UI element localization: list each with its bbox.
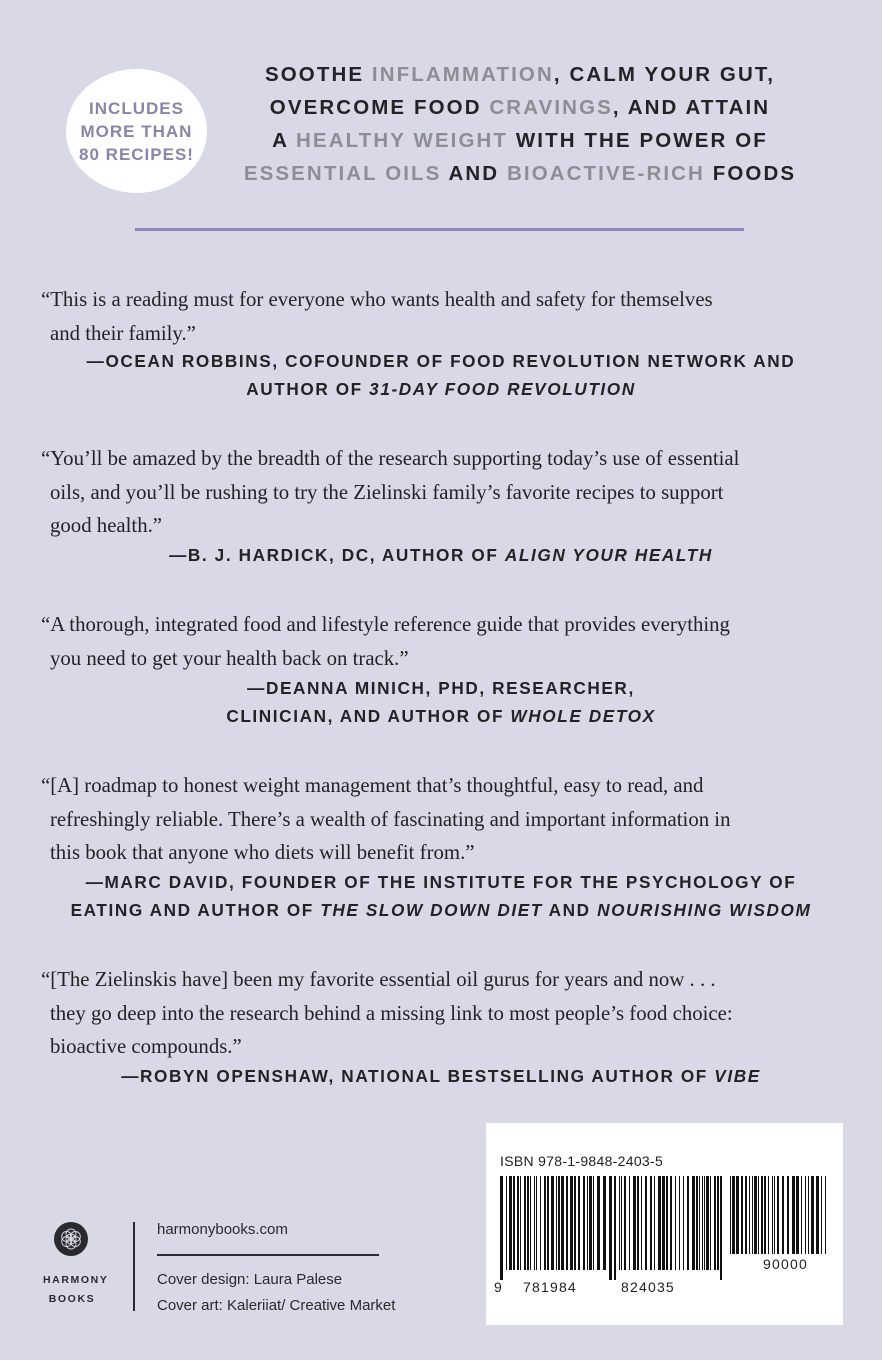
barcode-bar: [629, 1176, 630, 1270]
barcode-bar: [520, 1176, 521, 1270]
quote-line: “You’ll be amazed by the breadth of the research supporting today’s use of essential: [41, 447, 740, 470]
barcode-bar: [749, 1176, 750, 1254]
attribution-2: [30, 541, 852, 569]
barcode-bar: [772, 1176, 773, 1254]
barcode-bar: [619, 1176, 620, 1270]
barcode-bar: [706, 1176, 709, 1270]
headline-highlight: HEALTHY WEIGHT: [296, 129, 509, 152]
headline-line-1: [240, 58, 800, 91]
isbn-label: ISBN 978-1-9848-2403-5: [500, 1153, 664, 1169]
barcode-bar: [692, 1176, 695, 1270]
barcode-bar: [574, 1176, 576, 1270]
headline-text: , CALM YOUR GUT,: [553, 63, 776, 86]
headline-highlight: INFLAMMATION: [371, 63, 554, 86]
barcode-bar: [566, 1176, 568, 1270]
headline-text: OVERCOME FOOD: [269, 96, 490, 119]
barcode-bar: [702, 1176, 703, 1270]
barcode-bar: [603, 1176, 606, 1270]
quote-2: [41, 442, 841, 543]
quote-line: “[A] roadmap to honest weight management that’s thoughtful, easy to read, and: [41, 774, 704, 797]
publisher-horizontal-rule: [157, 1254, 379, 1256]
headline-text: , AND ATTAIN: [612, 96, 771, 119]
isbn-barcode: [500, 1176, 725, 1280]
barcode-bar: [654, 1176, 655, 1270]
barcode-bar: [758, 1176, 759, 1254]
headline-text: SOOTHE: [264, 63, 372, 86]
attribution-text: AUTHOR OF: [246, 379, 370, 399]
barcode-bar: [764, 1176, 766, 1254]
attribution-4: [30, 868, 852, 924]
barcode-bar: [645, 1176, 647, 1270]
attribution-line: [30, 702, 852, 730]
quote-line: they go deep into the research behind a missing link to most people’s food choice:: [50, 1001, 733, 1025]
barcode-bar: [741, 1176, 743, 1254]
barcode-bar: [544, 1176, 546, 1270]
attribution-line: [30, 541, 852, 569]
quote-line: oils, and you’ll be rushing to try the Zielinski family’s favorite recipes to support: [50, 480, 724, 504]
barcode-bar: [687, 1176, 689, 1270]
barcode-bar: [578, 1176, 580, 1270]
publisher-website: harmonybooks.com: [157, 1221, 288, 1238]
barcode-bar: [509, 1176, 512, 1270]
barcode-bar: [662, 1176, 665, 1270]
attribution-line: [30, 1062, 852, 1090]
quote-line: bioactive compounds.”: [50, 1035, 242, 1058]
barcode-bar: [641, 1176, 642, 1270]
barcode-bar: [517, 1176, 519, 1270]
headline-line-4: [240, 157, 800, 190]
book-title: 31-DAY FOOD REVOLUTION: [369, 379, 636, 399]
barcode-bar: [597, 1176, 600, 1270]
badge-line-3: 80 RECIPES!: [79, 144, 194, 164]
barcode-bar: [540, 1176, 541, 1270]
barcode-bar: [524, 1176, 526, 1270]
quote-5: [41, 963, 841, 1064]
barcode-bar: [720, 1176, 722, 1280]
barcode-bar: [825, 1176, 826, 1254]
barcode-bar: [736, 1176, 739, 1254]
barcode-bar: [551, 1176, 554, 1270]
attribution-text: AND: [542, 900, 598, 920]
cover-art-credit: Cover art: Kaleriiat/ Creative Market: [157, 1297, 396, 1314]
barcode-bar: [650, 1176, 652, 1270]
quote-3: [41, 608, 841, 675]
barcode-bar: [666, 1176, 668, 1270]
attribution-1: [30, 347, 852, 403]
barcode-bar: [570, 1176, 573, 1270]
barcode-bar: [561, 1176, 564, 1270]
barcode-bar: [768, 1176, 769, 1254]
barcode-bar: [704, 1176, 705, 1270]
barcode-digits-right: 824035: [621, 1279, 675, 1295]
barcode-bar: [614, 1176, 616, 1280]
barcode-bar: [513, 1176, 515, 1270]
quote-line: “[The Zielinskis have] been my favorite essential oil gurus for years and now . . .: [41, 968, 716, 991]
barcode-bar: [624, 1176, 626, 1270]
barcode-bar: [745, 1176, 747, 1254]
badge-line-2: MORE THAN: [80, 121, 193, 141]
barcode-bar: [500, 1176, 503, 1280]
headline: [240, 58, 800, 190]
barcode-digit-first: 9: [494, 1279, 503, 1295]
divider-rule: [135, 228, 744, 231]
barcode-bar: [811, 1176, 814, 1254]
barcode-bar: [556, 1176, 557, 1270]
barcode-bar: [670, 1176, 672, 1270]
barcode-bar: [761, 1176, 763, 1254]
barcode-bar: [714, 1176, 716, 1270]
barcode-digits-left: 781984: [523, 1279, 577, 1295]
barcode-bar: [534, 1176, 535, 1270]
headline-text: AND: [441, 162, 507, 185]
cover-design-credit: Cover design: Laura Palese: [157, 1271, 343, 1288]
quote-4: [41, 769, 841, 870]
barcode-bar: [583, 1176, 585, 1270]
barcode-bar: [679, 1176, 680, 1270]
barcode-bar: [801, 1176, 802, 1254]
quote-line: “A thorough, integrated food and lifestyle reference guide that provides everything: [41, 613, 730, 636]
attribution-line: —DEANNA MINICH, PHD, RESEARCHER,: [247, 678, 635, 698]
badge-line-1: INCLUDES: [89, 98, 184, 118]
attribution-line: —OCEAN ROBBINS, COFOUNDER OF FOOD REVOLUTION NETWORK AND: [86, 351, 796, 371]
headline-highlight: BIOACTIVE-RICH: [507, 162, 705, 185]
barcode-bar: [506, 1176, 507, 1270]
publisher-name-line-2: BOOKS: [48, 1293, 96, 1305]
book-title: ALIGN YOUR HEALTH: [504, 545, 713, 565]
barcode-bar: [808, 1176, 809, 1254]
book-title: NOURISHING WISDOM: [597, 900, 812, 920]
barcode-bar: [730, 1176, 731, 1254]
quote-line: this book that anyone who diets will benefit from.”: [50, 841, 475, 864]
headline-line-2: [240, 91, 800, 124]
attribution-text: —B. J. HARDICK, DC, AUTHOR OF: [169, 545, 505, 565]
barcode-bar: [754, 1176, 757, 1254]
headline-highlight: ESSENTIAL OILS: [243, 162, 442, 185]
barcode-bar: [527, 1176, 529, 1270]
barcode-bar: [777, 1176, 779, 1254]
barcode-bar: [675, 1176, 676, 1270]
quote-line: you need to get your health back on track.”: [50, 646, 409, 670]
barcode-bar: [589, 1176, 592, 1270]
book-title: WHOLE DETOX: [510, 706, 656, 726]
publisher-vertical-rule: [133, 1222, 135, 1311]
barcode-bar: [732, 1176, 735, 1254]
headline-text: A: [272, 129, 297, 152]
barcode-bar: [593, 1176, 594, 1270]
quote-line: good health.”: [50, 514, 163, 537]
barcode-bar: [796, 1176, 799, 1254]
flower-of-life-icon: [54, 1222, 88, 1256]
barcode-bar: [683, 1176, 684, 1270]
barcode-bar: [658, 1176, 661, 1270]
quote-line: refreshingly reliable. There’s a wealth of fascinating and important information in: [50, 807, 731, 831]
barcode-bar: [696, 1176, 698, 1270]
headline-highlight: CRAVINGS: [489, 96, 613, 119]
recipes-badge: [66, 69, 207, 193]
attribution-text: EATING AND AUTHOR OF: [70, 900, 321, 920]
barcode-bar: [805, 1176, 806, 1254]
attribution-line: —MARC DAVID, FOUNDER OF THE INSTITUTE FOR THE PSYCHOLOGY OF: [85, 872, 797, 892]
barcode-bar: [609, 1176, 612, 1280]
barcode-bar: [587, 1176, 588, 1270]
barcode-bar: [821, 1176, 822, 1254]
barcode-bar: [547, 1176, 549, 1270]
attribution-line: [30, 375, 852, 403]
attribution-text: CLINICIAN, AND AUTHOR OF: [226, 706, 511, 726]
barcode-bar: [752, 1176, 753, 1254]
quote-1: [41, 283, 841, 350]
price-barcode: [730, 1176, 830, 1254]
headline-line-3: [240, 124, 800, 157]
barcode-bar: [699, 1176, 700, 1270]
barcode-bar: [558, 1176, 560, 1270]
quote-line: and their family.”: [50, 321, 196, 345]
barcode-bar: [782, 1176, 784, 1254]
headline-text: FOODS: [704, 162, 797, 185]
barcode-bar: [621, 1176, 622, 1270]
attribution-text: —ROBYN OPENSHAW, NATIONAL BESTSELLING AUTHOR OF: [121, 1066, 715, 1086]
book-title: THE SLOW DOWN DIET: [320, 900, 543, 920]
attribution-line: [30, 896, 852, 924]
barcode-bar: [530, 1176, 531, 1270]
price-code: 90000: [763, 1256, 808, 1272]
publisher-name-line-1: HARMONY: [43, 1274, 109, 1286]
publisher-wordmark: [43, 1271, 109, 1309]
book-title: VIBE: [714, 1066, 761, 1086]
barcode-bar: [787, 1176, 789, 1254]
barcode-bar: [774, 1176, 775, 1254]
barcode-bar: [633, 1176, 636, 1270]
barcode-bar: [816, 1176, 819, 1254]
barcode-bar: [710, 1176, 711, 1270]
headline-text: WITH THE POWER OF: [508, 129, 768, 152]
barcode-bar: [536, 1176, 537, 1270]
barcode-bar: [792, 1176, 795, 1254]
attribution-3: [30, 674, 852, 730]
attribution-5: [30, 1062, 852, 1090]
quote-line: “This is a reading must for everyone who wants health and safety for themselves: [41, 288, 713, 311]
barcode-bar: [637, 1176, 639, 1270]
barcode-bar: [717, 1176, 719, 1270]
